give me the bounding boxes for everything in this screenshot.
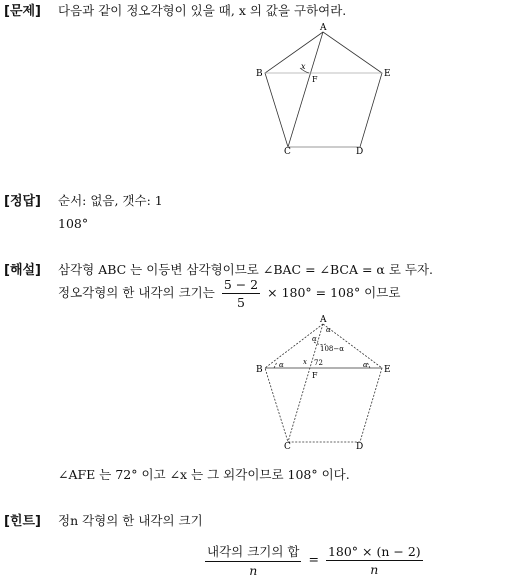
angle-x-label: x — [301, 62, 306, 71]
pentagon-outline-2 — [265, 324, 382, 442]
vertex-a-2: A — [320, 315, 327, 325]
vertex-a: A — [320, 23, 327, 33]
alpha-label-b: α — [279, 361, 284, 369]
answer-label: [정답] — [4, 194, 41, 209]
angle-108-alpha-label: 108−α — [320, 345, 344, 353]
solution-line-2 — [58, 277, 400, 310]
solution-line-2-suffix: × 180° = 108° 이므로 — [267, 285, 401, 300]
problem-label: [문제] — [4, 4, 41, 19]
vertex-e-2: E — [384, 365, 391, 375]
fraction-denominator: 5 — [237, 295, 245, 310]
diagonal-ac — [288, 32, 323, 147]
alpha-label-top: α — [326, 326, 331, 334]
hint-line-1: 정n 각형의 한 내각의 크기 — [58, 513, 203, 528]
hint-rhs-denominator: n — [370, 561, 379, 577]
pentagon-outline — [265, 32, 382, 147]
angle-alpha-arc-b — [274, 362, 277, 368]
hint-formula — [202, 542, 426, 578]
hint-lhs-fraction — [205, 542, 301, 578]
vertex-c: C — [284, 147, 291, 155]
vertex-c-2: C — [284, 442, 291, 452]
diagonal-ac-2 — [288, 324, 323, 442]
hint-lhs-numerator: 내각의 크기의 합 — [205, 542, 301, 562]
solution-label: [해설] — [4, 263, 41, 278]
vertex-d-2: D — [356, 442, 364, 452]
vertex-d: D — [356, 147, 364, 155]
vertex-b-2: B — [256, 365, 263, 375]
pentagon-figure-1 — [250, 20, 400, 155]
vertex-b: B — [256, 69, 263, 79]
point-f-2: F — [312, 371, 318, 380]
alpha-label-left: α — [312, 335, 317, 343]
pentagon-figure-2 — [250, 312, 400, 452]
answer-line-1: 순서: 없음, 갯수: 1 — [58, 193, 163, 208]
angle-72-label: 72 — [314, 359, 323, 367]
hint-lhs-denominator: n — [249, 563, 258, 578]
hint-label: [힌트] — [4, 514, 41, 529]
hint-rhs-fraction — [326, 544, 423, 577]
answer-line-2: 108° — [58, 216, 89, 231]
hint-rhs-numerator: 180° × (n − 2) — [327, 543, 421, 559]
solution-line-2-prefix: 정오각형의 한 내각의 크기는 — [58, 285, 215, 300]
alpha-label-e: α — [363, 361, 368, 369]
solution-line-1: 삼각형 ABC 는 이등변 삼각형이므로 ∠BAC = ∠BCA = α 로 두자. — [58, 262, 434, 277]
fraction-5-2-over-5 — [222, 277, 260, 310]
point-f: F — [312, 75, 318, 84]
hint-equals: = — [308, 551, 319, 567]
problem-text: 다음과 같이 정오각형이 있을 때, x 의 값을 구하여라. — [58, 3, 347, 18]
fraction-numerator: 5 − 2 — [223, 277, 259, 292]
solution-line-3: ∠AFE 는 72° 이고 ∠x 는 그 외각이므로 108° 이다. — [58, 467, 350, 482]
vertex-e: E — [384, 69, 391, 79]
angle-x-label-2: x — [303, 358, 307, 366]
